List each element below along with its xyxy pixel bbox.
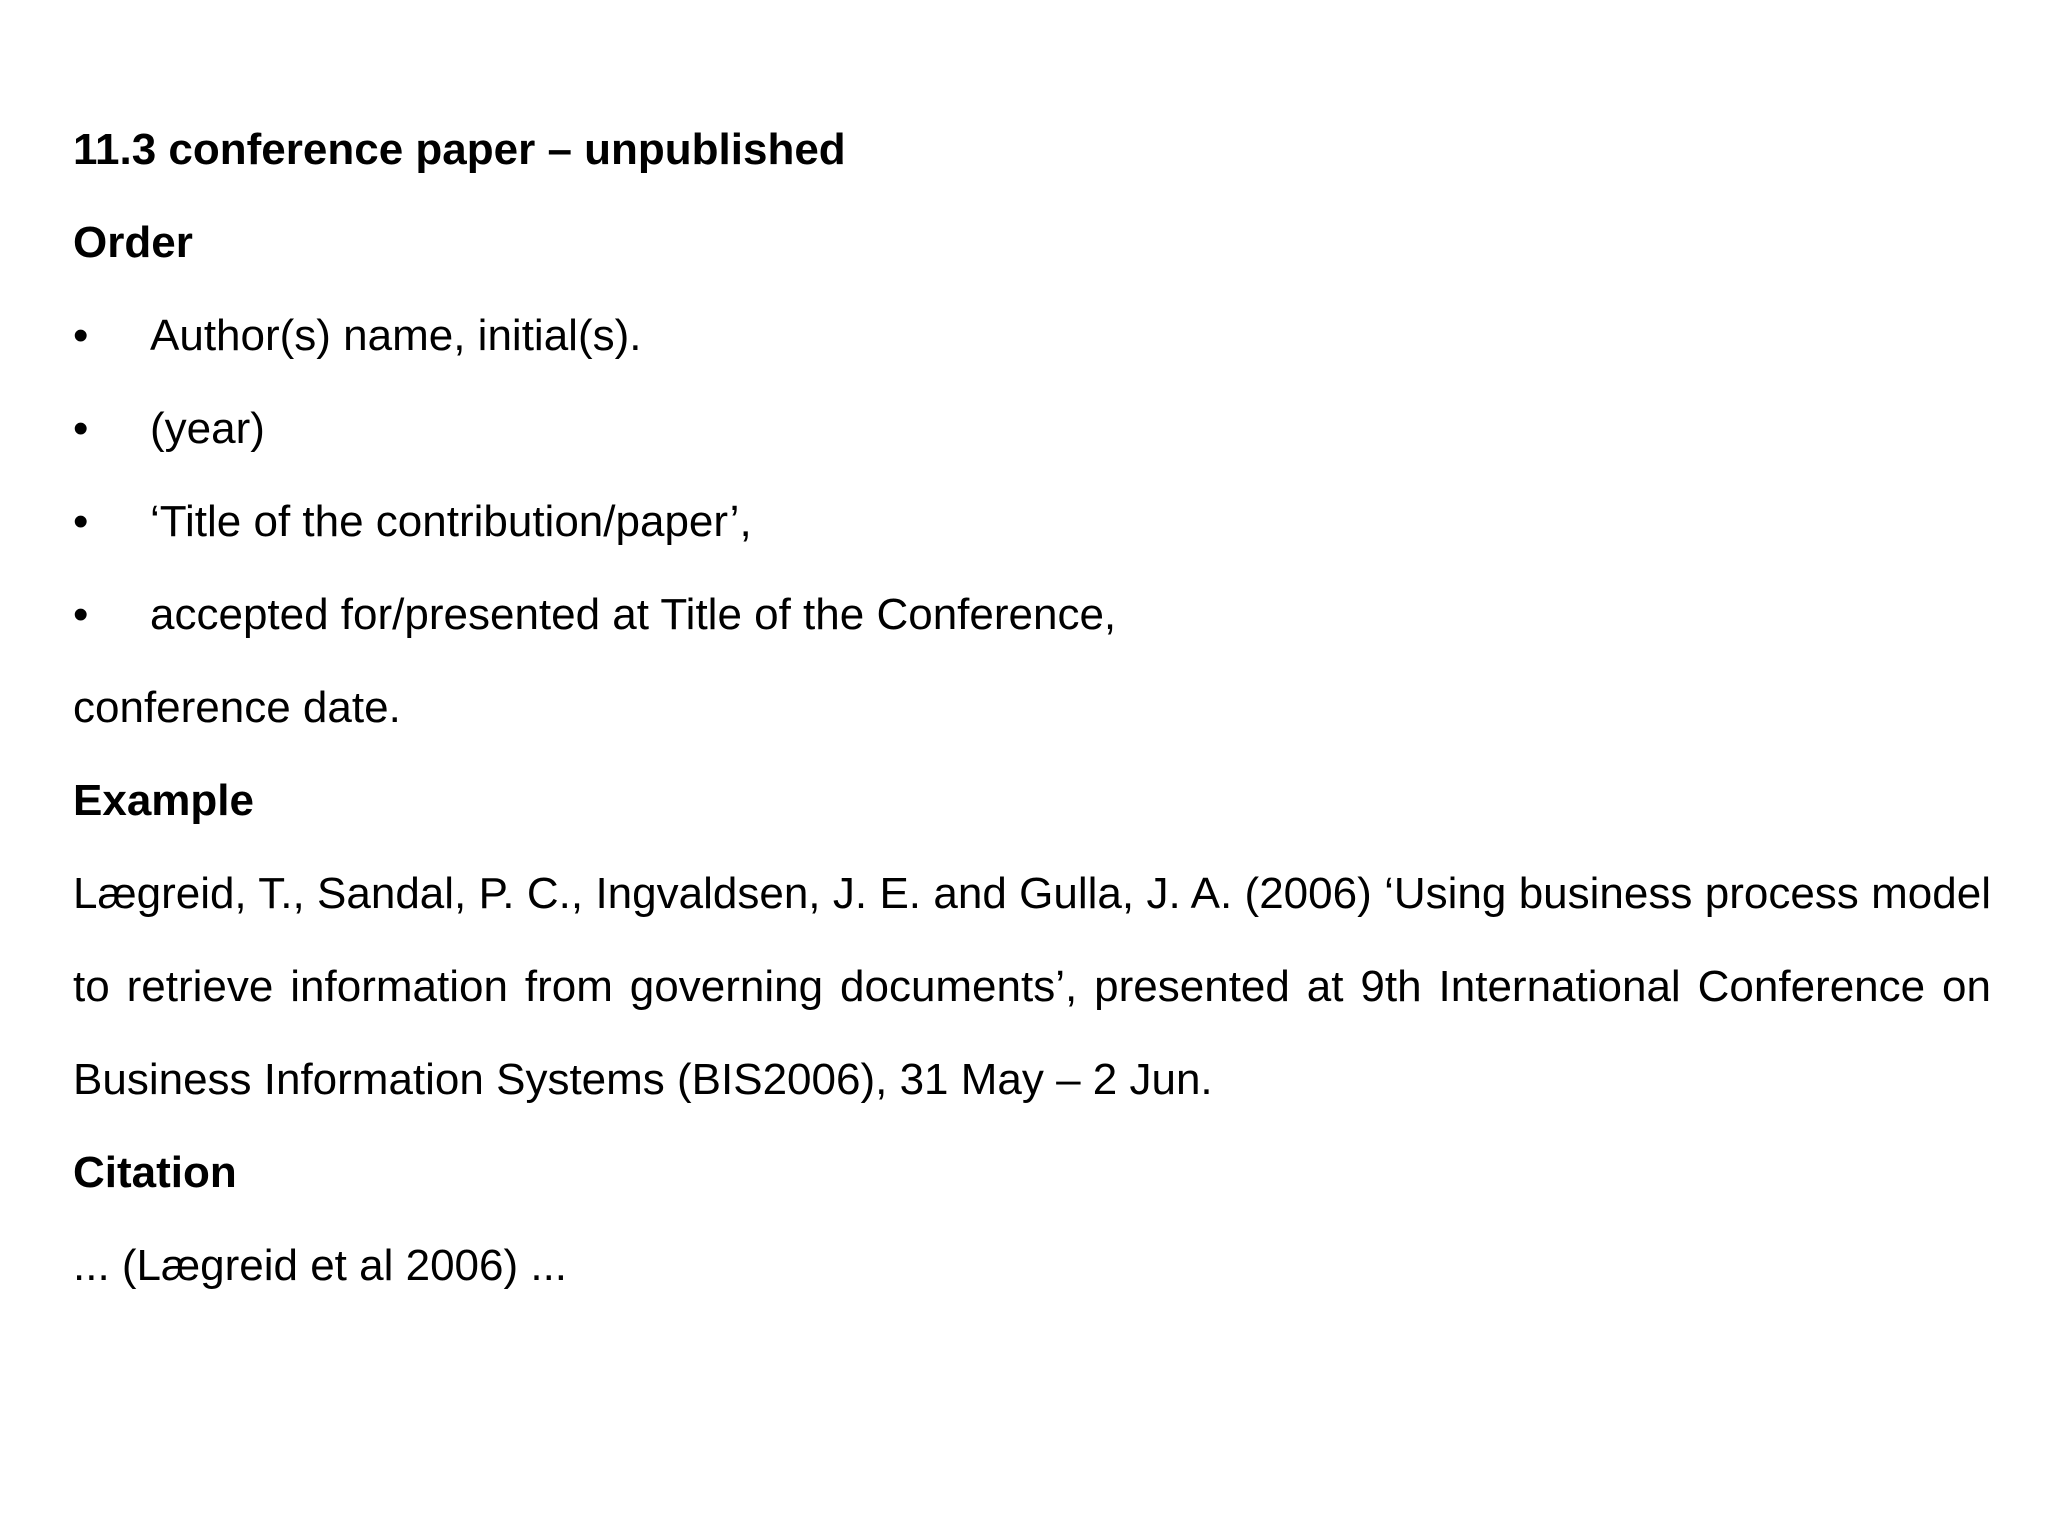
bullet-icon: • <box>73 590 89 639</box>
order-item-title <box>73 475 1991 568</box>
section-title: 11.3 conference paper – unpublished <box>73 125 846 174</box>
citation-heading: Citation <box>73 1148 237 1197</box>
order-heading: Order <box>73 218 193 267</box>
order-item-year <box>73 382 1991 475</box>
order-item-text: accepted for/presented at Title of the Conference, <box>150 590 1117 639</box>
order-item-author <box>73 289 1991 382</box>
order-continuation: conference date. <box>73 683 401 732</box>
example-heading: Example <box>73 776 254 825</box>
order-item-text: ‘Title of the contribution/paper’, <box>150 497 752 546</box>
order-item-text: Author(s) name, initial(s). <box>150 311 642 360</box>
order-item-text: (year) <box>150 404 265 453</box>
bullet-icon: • <box>73 404 89 453</box>
order-item-conference <box>73 568 1991 661</box>
example-reference: Lægreid, T., Sandal, P. C., Ingvaldsen, J. E. and Gulla, J. A. (2006) ‘Using business process model to retrieve information from governing documents’, presented at 9th International Conference on Business Information Systems (BIS2006), 31 May – 2 Jun. <box>73 869 1991 1104</box>
order-list <box>73 289 1991 661</box>
document-content <box>73 103 1991 1312</box>
bullet-icon: • <box>73 497 89 546</box>
bullet-icon: • <box>73 311 89 360</box>
citation-text: ... (Lægreid et al 2006) ... <box>73 1241 568 1290</box>
